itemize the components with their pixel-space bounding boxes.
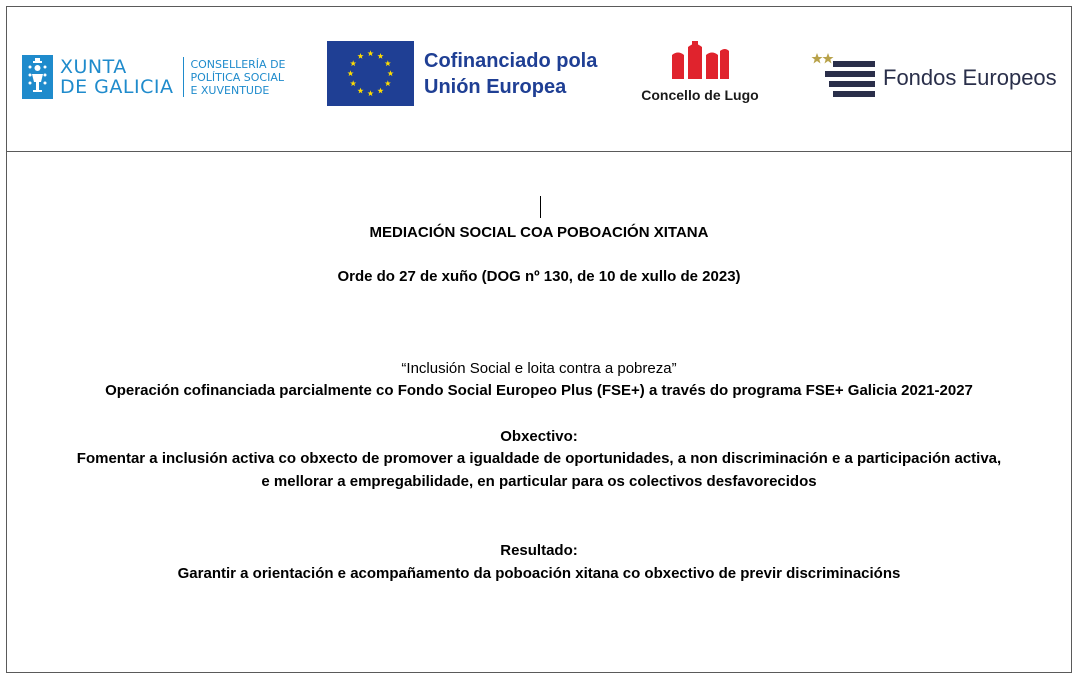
eu-star (367, 90, 373, 96)
document-title: MEDIACIÓN SOCIAL COA POBOACIÓN XITANA (369, 224, 709, 241)
eu-star (377, 53, 383, 59)
result-line-1: Garantir a orientación e acompañamento da poboación xitana co obxectivo de previr discriminacións (177, 565, 901, 582)
eu-star (350, 80, 356, 86)
concello-de-lugo-logo (639, 41, 761, 103)
objective-heading: Obxectivo: (500, 428, 578, 445)
logo-header (7, 7, 1071, 152)
result-heading: Resultado: (500, 542, 578, 559)
xunta-name (60, 57, 173, 97)
xunta-name-line2: DE GALICIA (60, 76, 174, 98)
document-frame (6, 6, 1072, 673)
eu-star (377, 88, 383, 94)
eu-star (357, 88, 363, 94)
eu-star (387, 70, 393, 76)
eu-text-line1: Cofinanciado pola (424, 49, 598, 72)
eu-star (367, 50, 373, 56)
lugo-towers-icon (670, 41, 730, 81)
lugo-text: Concello de Lugo (641, 87, 759, 103)
eu-text-line2: Unión Europea (424, 75, 567, 98)
order-reference: Orde do 27 de xuño (DOG nº 130, de 10 de xullo de 2023) (337, 268, 741, 285)
operation-description: Operación cofinanciada parcialmente co Fondo Social Europeo Plus (FSE+) a través do programa FSE+ Galicia 2021-2027 (105, 382, 973, 399)
eu-star (357, 53, 363, 59)
xunta-dept-line2: POLÍTICA SOCIAL (190, 70, 285, 84)
xunta-separator (183, 57, 184, 97)
text-cursor (540, 196, 541, 218)
xunta-dept-line1: CONSELLERÍA DE (190, 57, 286, 71)
eu-flag-icon (327, 41, 414, 106)
fondos-europeos-logo (811, 53, 1057, 103)
eu-cofinanced-logo (327, 41, 597, 106)
eu-text (424, 48, 597, 100)
xunta-shield-icon (22, 55, 53, 99)
objective-line-2: e mellorar a empregabilidade, en particular para os colectivos desfavorecidos (261, 473, 817, 490)
fondos-europeos-text: Fondos Europeos (883, 65, 1057, 90)
fondos-europeos-icon (811, 53, 877, 103)
xunta-name-line1: XUNTA (60, 56, 127, 78)
programme-quote: “Inclusión Social e loita contra a pobreza” (401, 360, 677, 377)
xunta-dept-line3: E XUVENTUDE (190, 83, 270, 97)
xunta-de-galicia-logo (22, 53, 286, 101)
eu-star (347, 70, 353, 76)
eu-star (385, 80, 391, 86)
objective-line-1: Fomentar a inclusión activa co obxecto de promover a igualdade de oportunidades, a non discriminación e a participación activa, (76, 450, 1002, 467)
eu-star (385, 60, 391, 66)
eu-star (350, 60, 356, 66)
xunta-department (190, 58, 285, 97)
